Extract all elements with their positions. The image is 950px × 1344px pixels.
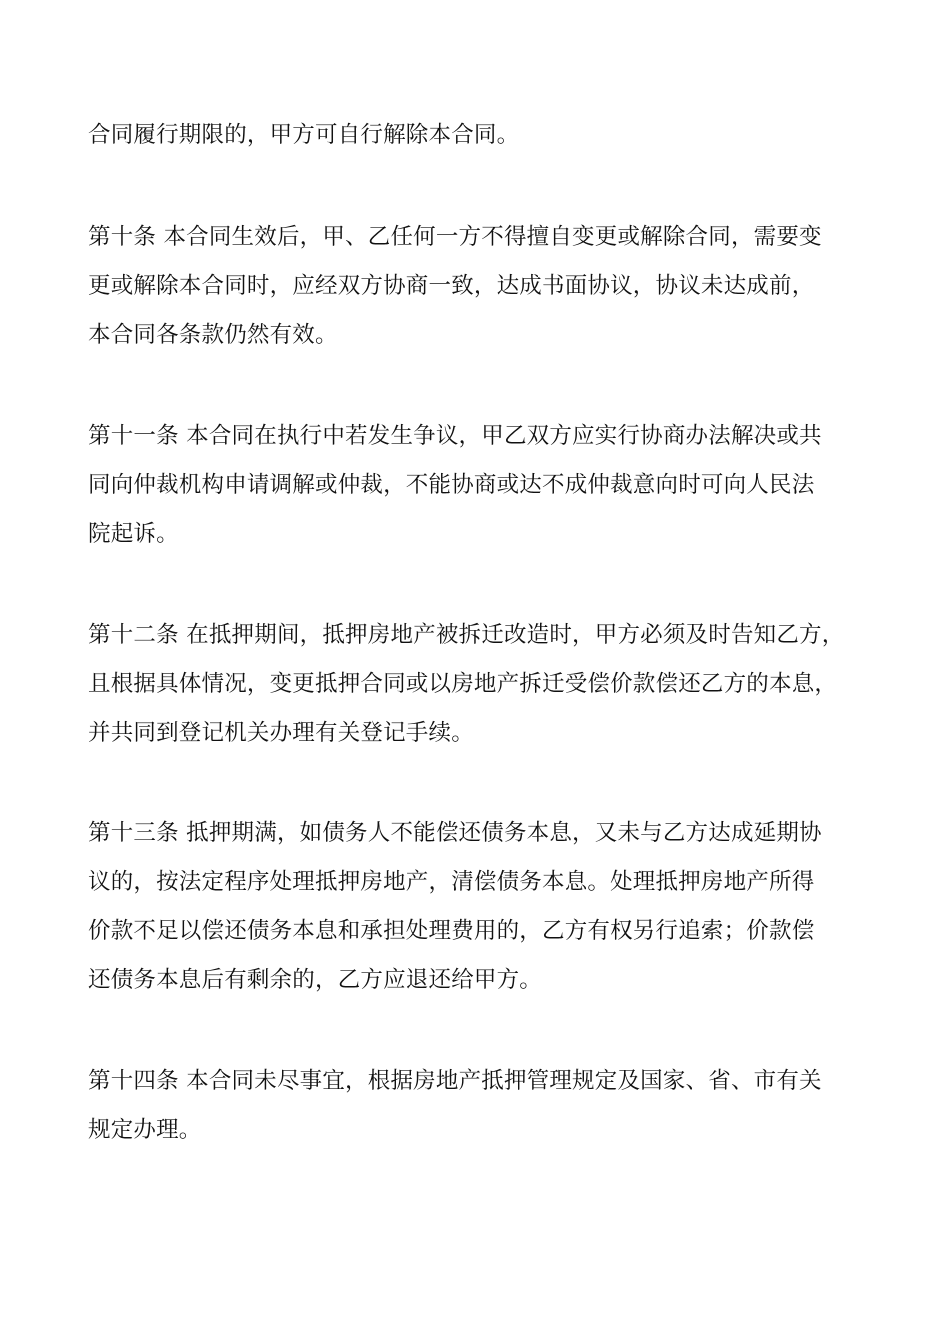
text-line: 同向仲裁机构申请调解或仲裁，不能协商或达不成仲裁意向时可向人民法 bbox=[88, 472, 815, 498]
article-13-line: 第十三条 抵押期满，如债务人不能偿还债务本息，又未与乙方达成延期协 bbox=[88, 820, 822, 846]
text-line: 且根据具体情况，变更抵押合同或以房地产拆迁受偿价款偿还乙方的本息， bbox=[88, 671, 838, 697]
article-12-line: 第十二条 在抵押期间，抵押房地产被拆迁改造时，甲方必须及时告知乙方， bbox=[88, 622, 845, 648]
text-line: 院起诉。 bbox=[88, 521, 179, 547]
text-line: 更或解除本合同时，应经双方协商一致，达成书面协议，协议未达成前， bbox=[88, 273, 815, 299]
text-line: 合同履行期限的，甲方可自行解除本合同。 bbox=[88, 122, 520, 148]
article-10-line: 第十条 本合同生效后，甲、乙任何一方不得擅自变更或解除合同，需要变 bbox=[88, 224, 822, 250]
text-line: 议的，按法定程序处理抵押房地产，清偿债务本息。处理抵押房地产所得 bbox=[88, 869, 815, 895]
text-line: 价款不足以偿还债务本息和承担处理费用的，乙方有权另行追索；价款偿 bbox=[88, 918, 815, 944]
text-line: 并共同到登记机关办理有关登记手续。 bbox=[88, 720, 474, 746]
article-14-line: 第十四条 本合同未尽事宜，根据房地产抵押管理规定及国家、省、市有关 bbox=[88, 1068, 822, 1094]
text-line: 规定办理。 bbox=[88, 1117, 202, 1143]
article-11-line: 第十一条 本合同在执行中若发生争议，甲乙双方应实行协商办法解决或共 bbox=[88, 423, 822, 449]
text-line: 还债务本息后有剩余的，乙方应退还给甲方。 bbox=[88, 967, 543, 993]
text-line: 本合同各条款仍然有效。 bbox=[88, 322, 338, 348]
